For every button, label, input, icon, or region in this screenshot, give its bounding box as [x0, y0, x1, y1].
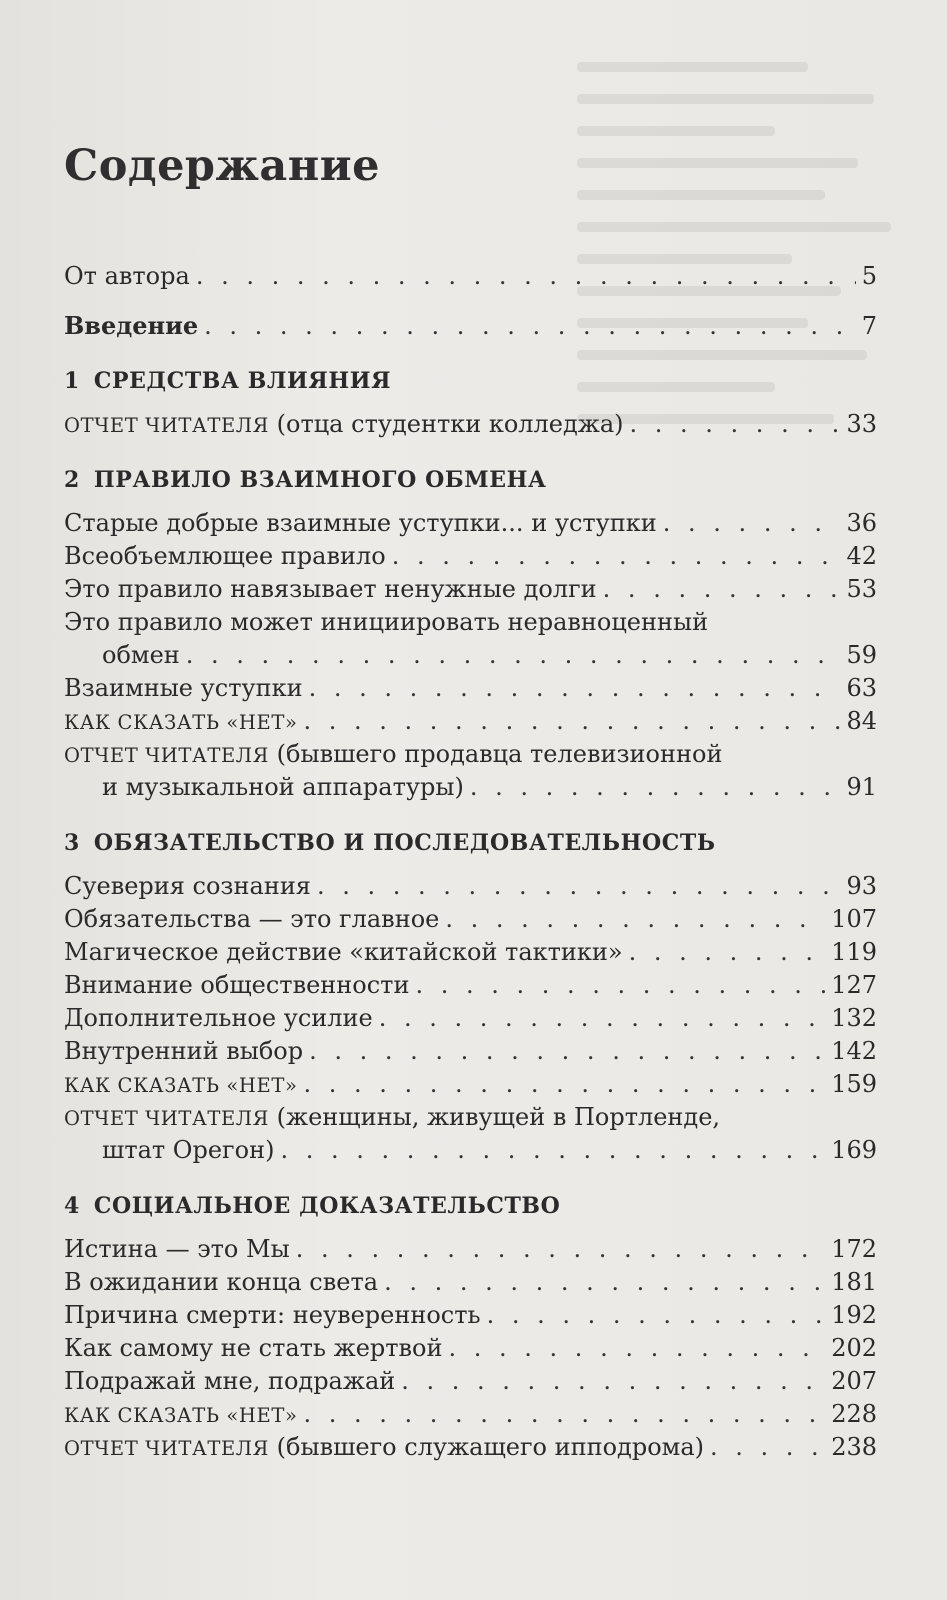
leader-dots — [304, 1068, 826, 1101]
table-of-contents — [64, 260, 877, 1464]
leader-dots — [415, 969, 825, 1002]
toc-entry-label-continued: штат Орегон) — [102, 1136, 275, 1164]
toc-entry-label-continued: обмен — [102, 641, 180, 669]
chapter-heading[interactable] — [64, 364, 877, 398]
leader-dots — [280, 1134, 825, 1167]
leader-dots — [317, 870, 841, 903]
chapter-number: 1 — [64, 368, 80, 394]
toc-entry[interactable] — [64, 573, 877, 606]
toc-entry-label: КАК СКАЗАТЬ «НЕТ» — [64, 1074, 298, 1097]
toc-entry-page: 5 — [861, 262, 877, 290]
toc-entry-page: 238 — [831, 1433, 877, 1461]
toc-entry[interactable] — [64, 705, 877, 738]
leader-dots — [449, 1332, 826, 1365]
toc-entry-author[interactable] — [64, 260, 877, 293]
leader-dots — [384, 1266, 825, 1299]
toc-entry-label: Как самому не стать жертвой — [64, 1334, 443, 1362]
toc-entry[interactable] — [64, 1266, 877, 1299]
toc-entry-line2[interactable] — [64, 1134, 877, 1167]
toc-entry-page: 84 — [846, 707, 877, 735]
toc-entry-label: Дополнительное усилие — [64, 1004, 373, 1032]
leader-dots — [487, 1299, 826, 1332]
toc-entry-page: 132 — [831, 1004, 877, 1032]
chapter-number: 4 — [64, 1193, 80, 1219]
toc-entry-page: 119 — [831, 938, 877, 966]
toc-entry-line2[interactable] — [64, 771, 877, 804]
toc-entry[interactable] — [64, 540, 877, 573]
toc-entry-label: Магическое действие «китайской тактики» — [64, 938, 623, 966]
toc-entry-label-continued: и музыкальной аппаратуры) — [102, 773, 464, 801]
toc-entry[interactable] — [64, 936, 877, 969]
leader-dots — [296, 1233, 826, 1266]
toc-entry-label: Введение — [64, 311, 199, 340]
toc-entry-line1[interactable] — [64, 606, 877, 639]
toc-entry-label: Внимание общественности — [64, 971, 410, 999]
toc-entry-page: 53 — [846, 575, 877, 603]
leader-dots — [630, 408, 841, 441]
toc-entry-intro[interactable] — [64, 309, 877, 342]
toc-entry-page: 228 — [831, 1400, 877, 1428]
toc-entry[interactable] — [64, 870, 877, 903]
toc-entry-page: 36 — [846, 509, 877, 537]
leader-dots — [603, 573, 841, 606]
leader-dots — [309, 1035, 825, 1068]
toc-entry-page: 33 — [846, 410, 877, 438]
toc-entry[interactable] — [64, 1233, 877, 1266]
toc-entry-label: Это правило навязывает ненужные долги — [64, 575, 597, 603]
chapter-number: 3 — [64, 830, 80, 856]
toc-entry[interactable] — [64, 903, 877, 936]
leader-dots — [470, 771, 841, 804]
toc-entry-label: Причина смерти: неуверенность — [64, 1301, 481, 1329]
toc-entry-label: Внутренний выбор — [64, 1037, 304, 1065]
toc-entry-page: 91 — [846, 773, 877, 801]
chapter-title: СОЦИАЛЬНОЕ ДОКАЗАТЕЛЬСТВО — [93, 1193, 561, 1219]
toc-entry-page: 207 — [831, 1367, 877, 1395]
toc-entry-label: ОТЧЕТ ЧИТАТЕЛЯ (женщины, живущей в Портленде, — [64, 1103, 721, 1131]
leader-dots — [304, 705, 841, 738]
toc-entry-page: 181 — [831, 1268, 877, 1296]
toc-entry[interactable] — [64, 1035, 877, 1068]
toc-entry-page: 202 — [831, 1334, 877, 1362]
toc-entry-label: В ожидании конца света — [64, 1268, 379, 1296]
toc-entry-label: Суеверия сознания — [64, 872, 311, 900]
toc-entry-label: Всеобъемлющее правило — [64, 542, 386, 570]
toc-entry-label: Истина — это Мы — [64, 1235, 290, 1263]
leader-dots — [186, 639, 841, 672]
chapter-title: ОБЯЗАТЕЛЬСТВО И ПОСЛЕДОВАТЕЛЬНОСТЬ — [93, 830, 716, 856]
toc-entry-page: 107 — [831, 905, 877, 933]
toc-entry-page: 142 — [831, 1037, 877, 1065]
chapter-number: 2 — [64, 467, 80, 493]
toc-entry-label: КАК СКАЗАТЬ «НЕТ» — [64, 1404, 298, 1427]
leader-dots — [309, 672, 841, 705]
toc-entry-page: 42 — [846, 542, 877, 570]
leader-dots — [629, 936, 826, 969]
toc-entry-label: ОТЧЕТ ЧИТАТЕЛЯ (бывшего продавца телевизионной — [64, 740, 723, 768]
toc-entry-page: 192 — [831, 1301, 877, 1329]
toc-entry-line1[interactable] — [64, 738, 877, 771]
leader-dots — [445, 903, 825, 936]
toc-entry-label: ОТЧЕТ ЧИТАТЕЛЯ (отца студентки колледжа) — [64, 410, 624, 438]
leader-dots — [379, 1002, 825, 1035]
toc-entry-page: 169 — [831, 1136, 877, 1164]
chapter-heading[interactable] — [64, 463, 877, 497]
leader-dots — [196, 260, 856, 293]
chapter-title: СРЕДСТВА ВЛИЯНИЯ — [93, 368, 392, 394]
toc-entry[interactable] — [64, 672, 877, 705]
toc-entry-label: Подражай мне, подражай — [64, 1367, 396, 1395]
leader-dots — [401, 1365, 825, 1398]
toc-entry[interactable] — [64, 1431, 877, 1464]
chapter-heading[interactable] — [64, 1189, 877, 1223]
toc-entry[interactable] — [64, 969, 877, 1002]
toc-entry-label: Обязательства — это главное — [64, 905, 440, 933]
toc-entry-page: 7 — [861, 312, 877, 340]
toc-entry-label: Это правило может инициировать неравноценный — [64, 608, 709, 636]
leader-dots — [304, 1398, 826, 1431]
chapter-heading[interactable] — [64, 826, 877, 860]
toc-entry-page: 63 — [846, 674, 877, 702]
toc-entry-label: Старые добрые взаимные уступки... и уступки — [64, 509, 657, 537]
chapter-title: ПРАВИЛО ВЗАИМНОГО ОБМЕНА — [93, 467, 547, 493]
toc-entry-page: 172 — [831, 1235, 877, 1263]
toc-entry-page: 127 — [831, 971, 877, 999]
toc-entry[interactable] — [64, 408, 877, 441]
toc-entry-label: От автора — [64, 262, 190, 290]
toc-entry-page: 159 — [831, 1070, 877, 1098]
toc-entry-line2[interactable] — [64, 639, 877, 672]
toc-entry-line1[interactable] — [64, 1101, 877, 1134]
toc-entry-page: 93 — [846, 872, 877, 900]
toc-entry-label: ОТЧЕТ ЧИТАТЕЛЯ (бывшего служащего ипподрома) — [64, 1433, 704, 1461]
leader-dots — [204, 310, 856, 343]
toc-entry[interactable] — [64, 1299, 877, 1332]
toc-entry-page: 59 — [846, 641, 877, 669]
leader-dots — [710, 1431, 825, 1464]
toc-entry[interactable] — [64, 1332, 877, 1365]
leader-dots — [663, 507, 841, 540]
toc-entry[interactable] — [64, 1002, 877, 1035]
toc-entry[interactable] — [64, 1068, 877, 1101]
toc-entry-label: Взаимные уступки — [64, 674, 303, 702]
toc-entry[interactable] — [64, 507, 877, 540]
leader-dots — [392, 540, 841, 573]
toc-entry[interactable] — [64, 1365, 877, 1398]
toc-entry[interactable] — [64, 1398, 877, 1431]
toc-entry-label: КАК СКАЗАТЬ «НЕТ» — [64, 711, 298, 734]
page-title: Содержание — [64, 141, 380, 191]
